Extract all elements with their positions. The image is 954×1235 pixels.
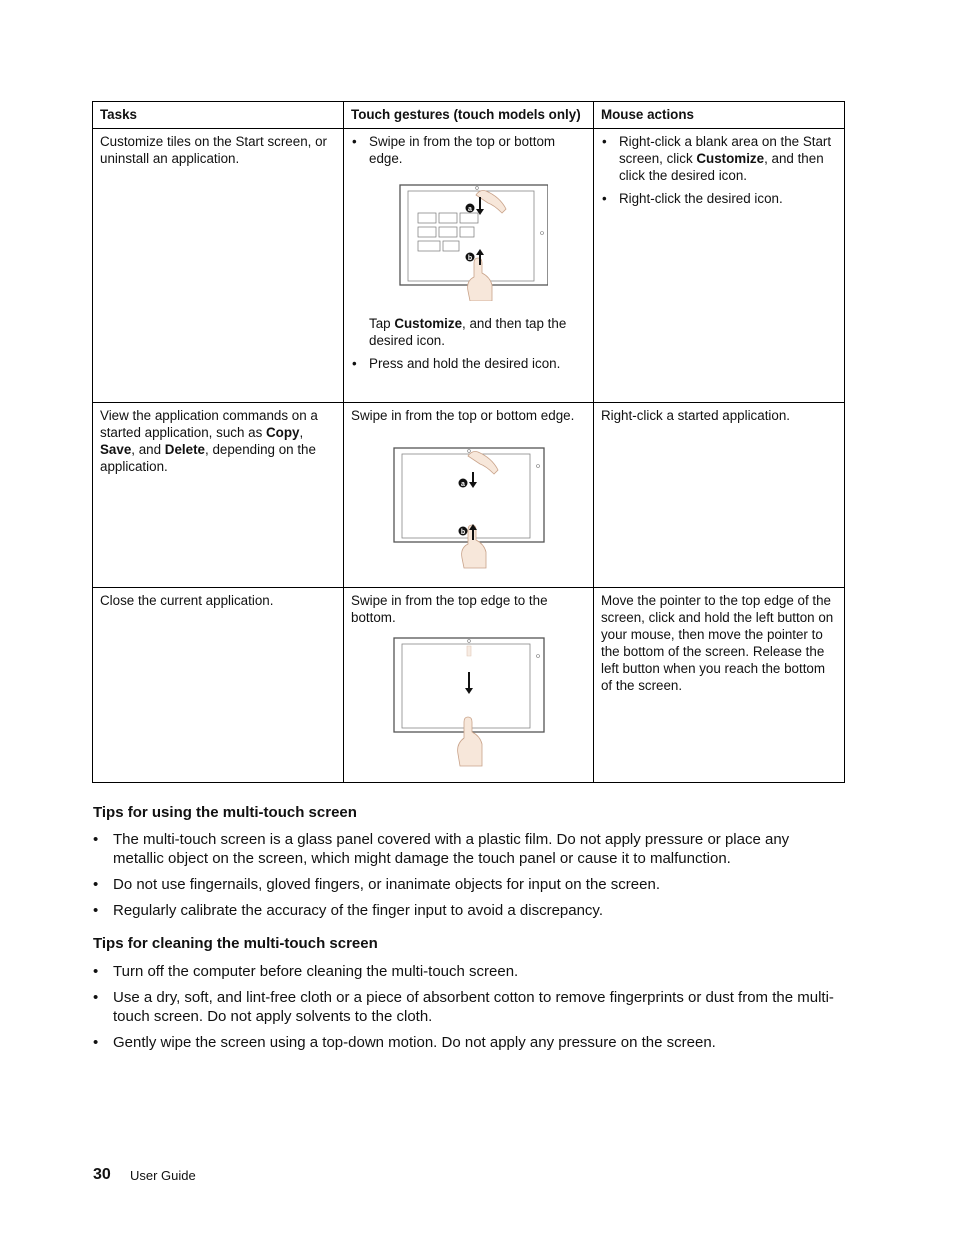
- tip-text: Use a dry, soft, and lint-free cloth or a piece of absorbent cotton to remove fingerprints or dust from the multi-touch screen. Do not apply solvents to the cloth.: [113, 989, 834, 1025]
- task-text-end: , depending on the application.: [100, 442, 316, 474]
- mouse-bullet-list: [601, 133, 837, 207]
- customize-term: Customize: [696, 151, 765, 166]
- delete-term: Delete: [164, 442, 205, 457]
- tablet-swipe-illustration: [388, 632, 548, 774]
- tips-using-heading: Tips for using the multi-touch screen: [93, 804, 357, 821]
- task-cell: [93, 403, 344, 588]
- callout-a-label: a: [468, 206, 473, 213]
- save-term: Save: [100, 442, 132, 457]
- tips-cleaning-list: [93, 962, 843, 1052]
- tip-text: Regularly calibrate the accuracy of the finger input to avoid a discrepancy.: [113, 902, 603, 919]
- mouse-cell: Right-click a started application.: [593, 403, 844, 588]
- tablet-screen: [402, 644, 530, 728]
- list-item: [351, 133, 586, 167]
- task-text-sep: ,: [299, 425, 304, 440]
- mouse-step: Right-click the desired icon.: [618, 191, 783, 206]
- touch-step: Swipe in from the top or bottom edge.: [351, 408, 575, 423]
- touch-bullet-list: [351, 133, 586, 167]
- list-item: [93, 988, 843, 1026]
- gestures-table: [92, 101, 845, 783]
- tip-text: The multi-touch screen is a glass panel covered with a plastic film. Do not apply pressure or place any metallic object on the screen, which might damage the touch panel or cause it to malfunction.: [113, 831, 790, 867]
- tips-cleaning-heading: Tips for cleaning the multi-touch screen: [93, 935, 378, 952]
- touch-cell: [344, 129, 594, 403]
- list-item: [93, 875, 843, 894]
- table-row: [93, 403, 845, 588]
- copy-term: Copy: [266, 425, 300, 440]
- touch-step: Swipe in from the top or bottom edge.: [369, 134, 556, 166]
- tap-text-end: , and then tap the desired icon.: [369, 316, 567, 348]
- header-touch-gestures: Touch gestures (touch models only): [344, 102, 594, 129]
- touch-cell: [344, 588, 594, 783]
- task-text: View the application commands on a started application, such as: [100, 408, 318, 440]
- touch-bullet-list-2: [351, 355, 586, 372]
- mouse-cell: Move the pointer to the top edge of the screen, click and hold the left button on your mouse, then move the pointer to the bottom of the screen. Release the left button when you reach the bottom of the screen.: [593, 588, 844, 783]
- mouse-step-end: , and then click the desired icon.: [618, 151, 824, 183]
- tap-text: Tap: [369, 316, 395, 331]
- list-item: [93, 830, 843, 868]
- tablet-swipe-illustration: [388, 173, 548, 301]
- callout-a-label: a: [461, 481, 466, 488]
- touch-step: Swipe in from the top edge to the bottom.: [351, 593, 548, 625]
- tip-text: Gently wipe the screen using a top-down motion. Do not apply any pressure on the screen.: [113, 1034, 716, 1051]
- tip-text: Do not use fingernails, gloved fingers, or inanimate objects for input on the screen.: [113, 876, 660, 893]
- list-item: [601, 190, 837, 207]
- callout-b-label: b: [461, 529, 466, 536]
- page-number: 30: [93, 1166, 111, 1183]
- table-row: [93, 129, 845, 403]
- task-cell: Customize tiles on the Start screen, or uninstall an application.: [93, 129, 344, 403]
- document-title: User Guide: [130, 1168, 196, 1183]
- finger-faint-top-icon: [467, 646, 471, 656]
- tip-text: Turn off the computer before cleaning the multi-touch screen.: [113, 963, 519, 980]
- header-mouse-actions: Mouse actions: [593, 102, 844, 129]
- tips-using-list: [93, 830, 843, 920]
- list-item: [93, 962, 843, 981]
- touch-tap-step: [351, 315, 586, 349]
- header-tasks: Tasks: [93, 102, 344, 129]
- task-cell: Close the current application.: [93, 588, 344, 783]
- task-text-sep: , and: [131, 442, 165, 457]
- customize-term: Customize: [394, 316, 463, 331]
- list-item: [93, 901, 843, 920]
- tablet-swipe-illustration: [388, 436, 548, 571]
- table-row: [93, 588, 845, 783]
- tablet-screen: [402, 454, 530, 538]
- list-item: [93, 1033, 843, 1052]
- touch-step: Press and hold the desired icon.: [369, 356, 561, 371]
- list-item: [601, 133, 837, 184]
- mouse-cell: [593, 129, 844, 403]
- table-header-row: [93, 102, 845, 129]
- list-item: [351, 355, 586, 372]
- mouse-step: Right-click a blank area on the Start screen, click: [618, 134, 832, 166]
- callout-b-label: b: [468, 255, 473, 262]
- touch-cell: [344, 403, 594, 588]
